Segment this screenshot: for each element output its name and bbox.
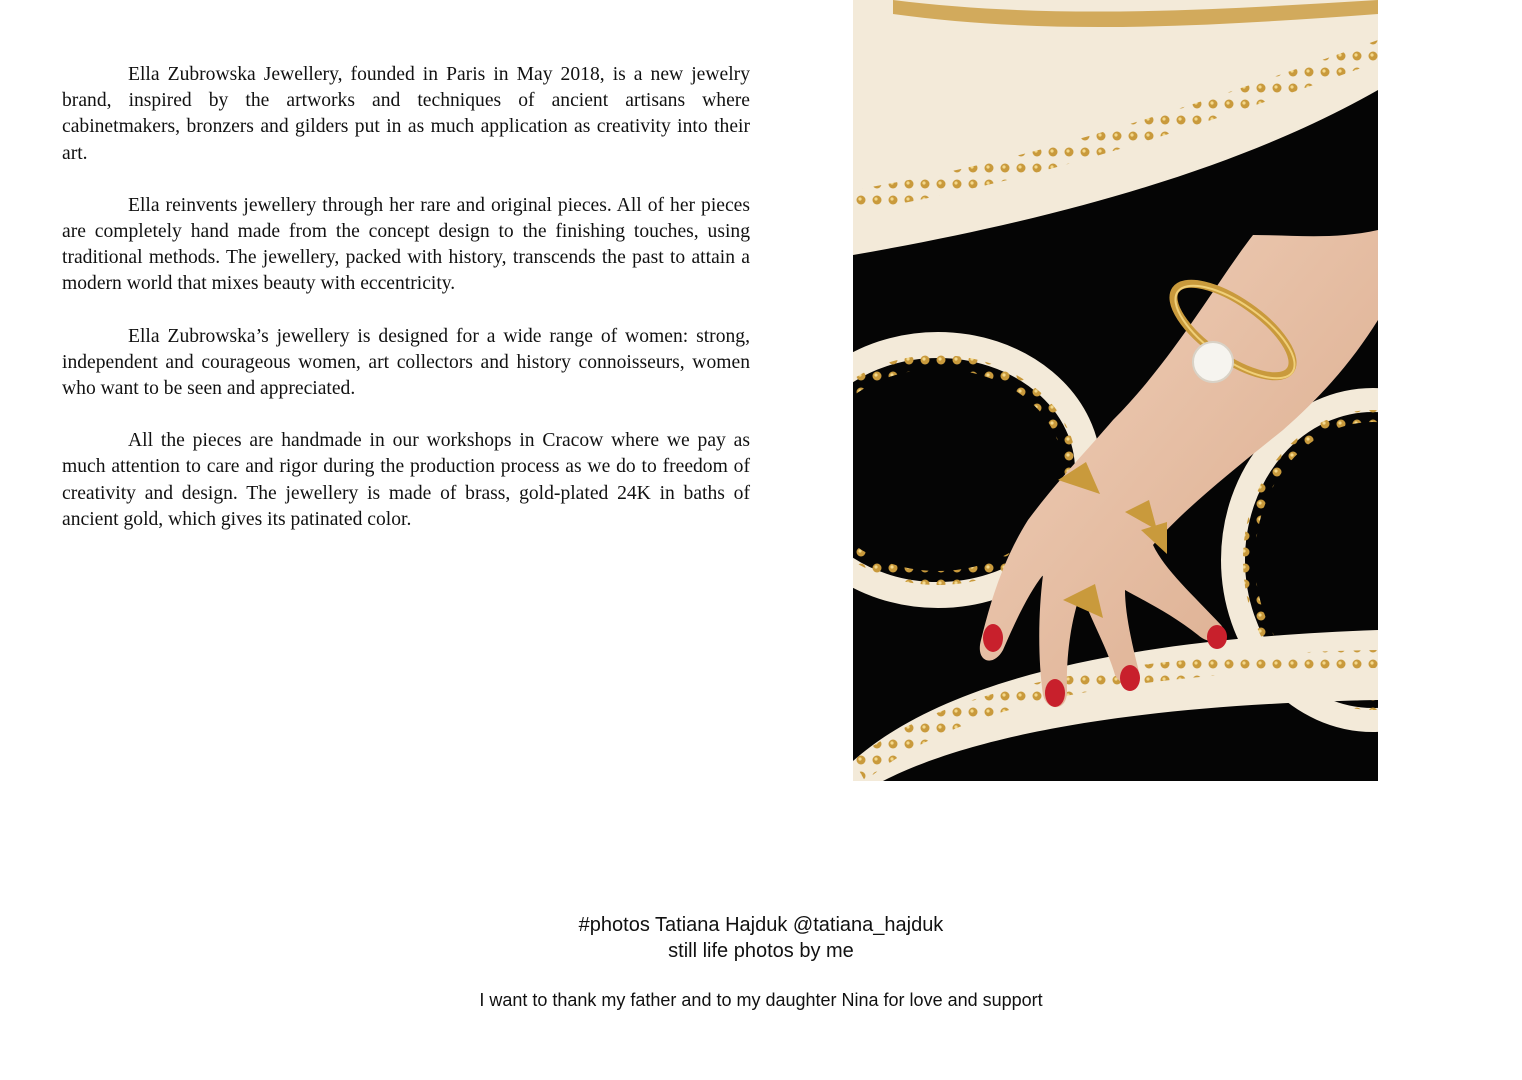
still-life-credit: still life photos by me <box>668 940 854 962</box>
nail-3 <box>1120 665 1140 691</box>
jewellery-photo <box>853 0 1378 781</box>
photo-credit: #photos Tatiana Hajduk @tatiana_hajduk <box>578 914 944 936</box>
about-paragraph-2: Ella reinvents jewellery through her rare and original pieces. All of her pieces are completely hand made from the concept design to the finishing touches, using traditional methods. The jewellery, packed with history, transcends the past to attain a modern world that mixes beauty with eccentricity. <box>62 194 750 295</box>
about-paragraph-3: Ella Zubrowska’s jewellery is designed for a wide range of women: strong, independent and courageous women, art collectors and history connoisseurs, women who want to be seen and appreciated. <box>62 325 750 400</box>
nail-4 <box>1207 625 1227 649</box>
nail-1 <box>983 624 1003 652</box>
about-text <box>62 62 750 559</box>
acknowledgement: I want to thank my father and to my daughter Nina for love and support <box>479 990 1043 1010</box>
hand-with-rings-illustration <box>853 0 1378 781</box>
pearl <box>1193 342 1233 382</box>
about-paragraph-1: Ella Zubrowska Jewellery, founded in Paris in May 2018, is a new jewelry brand, inspired by the artworks and techniques of ancient artisans where cabinetmakers, bronzers and gilders put in as much application as creativity into their art. <box>62 64 750 164</box>
about-paragraph-4: All the pieces are handmade in our workshops in Cracow where we pay as much attention to care and rigor during the production process as we do to freedom of creativity and design. The jewellery is made of brass, gold-plated 24K in baths of ancient gold, which gives its patinated color. <box>62 430 750 530</box>
credits <box>0 912 1522 1012</box>
nail-2 <box>1045 679 1065 707</box>
